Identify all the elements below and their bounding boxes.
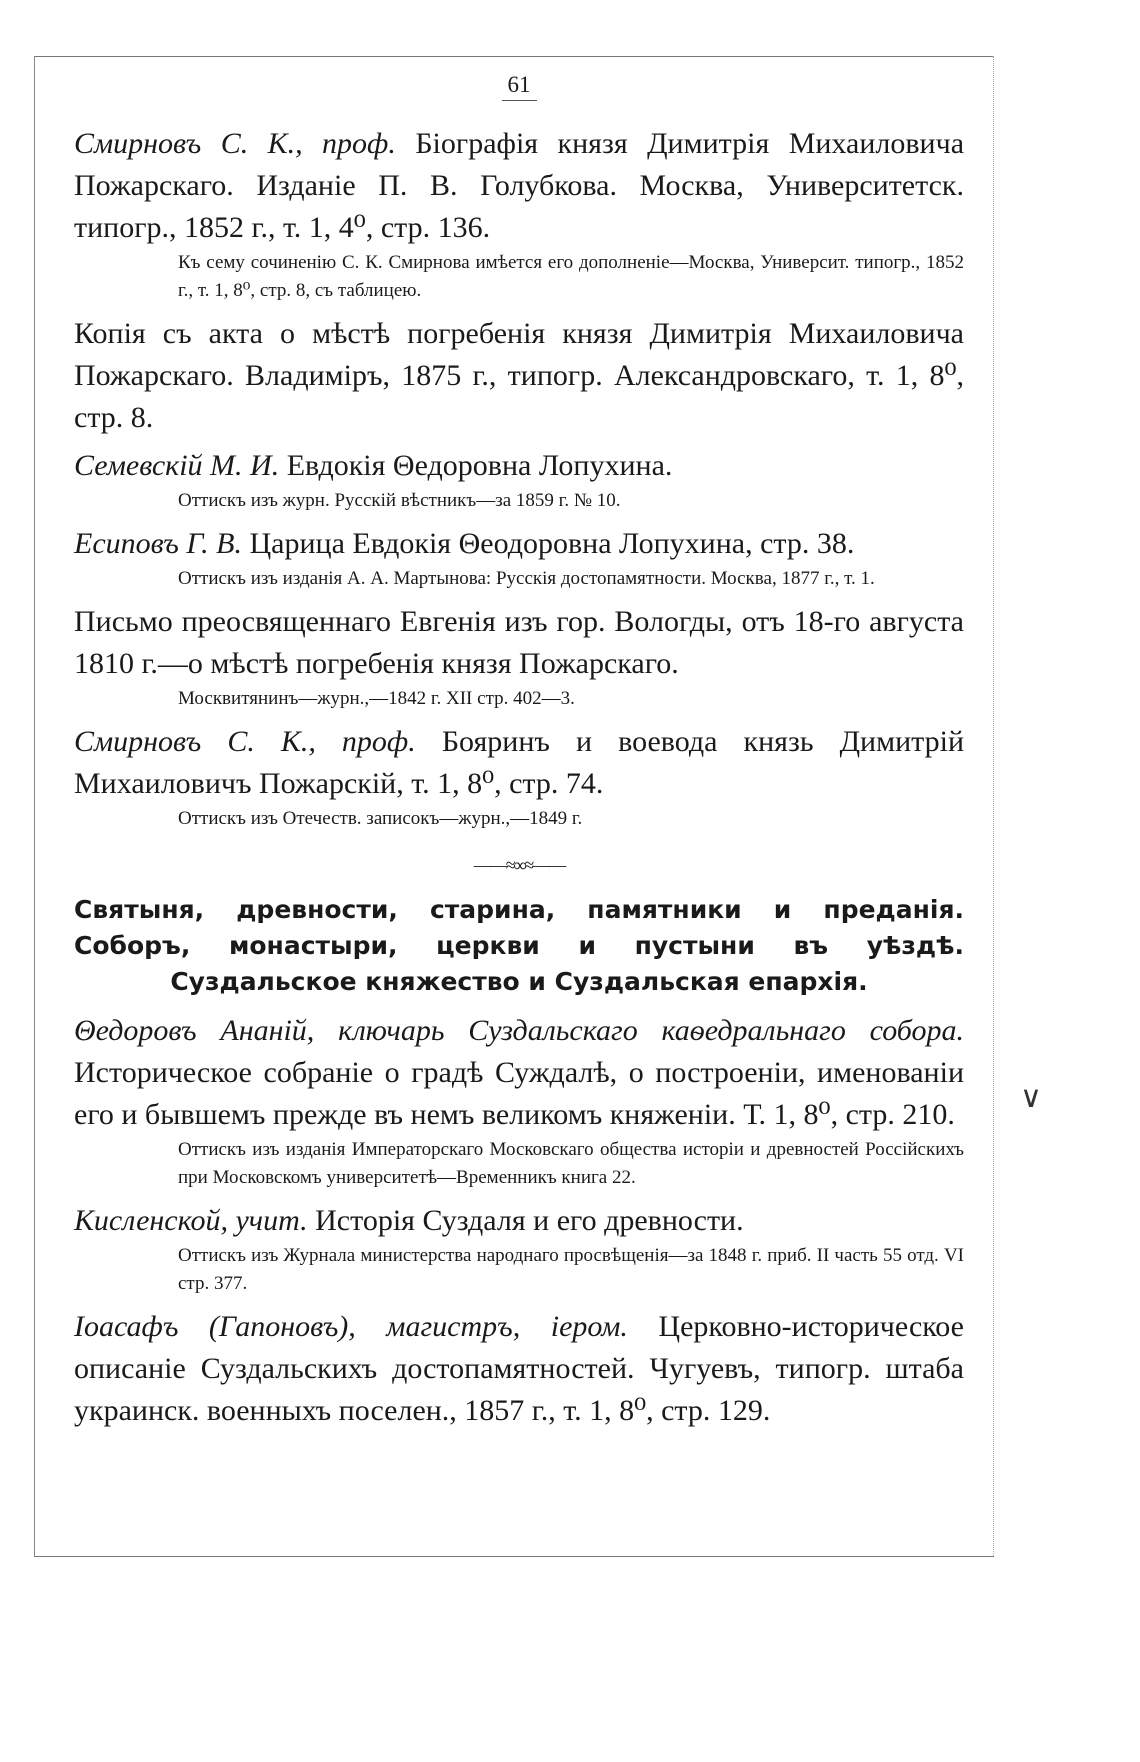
entry-main-text bbox=[74, 123, 964, 249]
entry-note: Оттискъ изъ изданія А. А. Мартынова: Русскія достопамятности. Москва, 1877 г., т. 1. bbox=[178, 568, 875, 589]
entries-bottom bbox=[74, 1010, 964, 1432]
frame-right-rule bbox=[993, 56, 994, 1556]
entry-note: Къ сему сочиненію С. К. Смирнова имѣется его дополненіе—Москва, Университ. типогр., 1852 г., т. 1, 8⁰, стр. 8, съ таблицею. bbox=[178, 252, 964, 301]
bibliography-entry bbox=[74, 313, 964, 439]
section-heading: Святыня, древности, старина, памятники и преданія. Соборъ, монастыри, церкви и пустыни въ уѣздѣ. Суздальское княжество и Суздальская епархія. bbox=[74, 895, 964, 996]
entry-author: Смирновъ С. К., проф. bbox=[74, 127, 396, 160]
bibliography-entry bbox=[74, 601, 964, 713]
entry-author: Кисленской, учит. bbox=[74, 1204, 308, 1237]
entry-main-text bbox=[74, 1200, 964, 1242]
entry-author: Іоасафъ (Гапоновъ), магистръ, іером. bbox=[74, 1310, 628, 1343]
page-number: 61 bbox=[74, 72, 964, 101]
entry-main-text bbox=[74, 313, 964, 439]
entry-main-text bbox=[74, 445, 964, 487]
entry-note: Москвитянинъ—журн.,—1842 г. XII стр. 402—3. bbox=[178, 688, 575, 709]
entry-title: Бояринъ и воевода князь Димитрій Михаиловичъ Пожарскій, т. 1, 8⁰, стр. 74. bbox=[74, 725, 965, 800]
margin-check-mark: ∨ bbox=[1020, 1080, 1042, 1115]
entry-note: Оттискъ изъ изданія Императорскаго Московскаго общества исторіи и древностей Россійскихъ при Московскомъ университетѣ—Временникъ книга 22. bbox=[178, 1139, 964, 1188]
entry-note: Оттискъ изъ Журнала министерства народнаго просвѣщенія—за 1848 г. приб. II часть 55 отд. VI стр. 377. bbox=[178, 1245, 964, 1294]
entry-title: Письмо преосвященнаго Евгенія изъ гор. Вологды, отъ 18-го августа 1810 г.—о мѣстѣ погребенія князя Пожарскаго. bbox=[74, 605, 964, 680]
entry-main-text bbox=[74, 1010, 964, 1136]
bibliography-entry bbox=[74, 1010, 964, 1192]
frame-bottom-rule bbox=[34, 1556, 994, 1557]
entry-note: Оттискъ изъ журн. Русскій вѣстникъ—за 1859 г. № 10. bbox=[178, 490, 621, 511]
entry-author: Смирновъ С. К., проф. bbox=[74, 725, 416, 758]
entry-main-text bbox=[74, 1306, 964, 1432]
entry-author: Θедоровъ Ананій, ключарь Суздальскаго каѳедральнаго собора. bbox=[74, 1014, 964, 1047]
bibliography-entry bbox=[74, 445, 964, 515]
entry-title: Евдокія Θедоровна Лопухина. bbox=[286, 449, 673, 482]
bibliography-entry bbox=[74, 523, 964, 593]
bibliography-entry bbox=[74, 1200, 964, 1298]
bibliography-entry bbox=[74, 721, 964, 833]
section-divider: ——≈∞≈—— bbox=[473, 855, 565, 875]
frame-top-rule bbox=[34, 56, 994, 57]
bibliography-entry bbox=[74, 123, 964, 305]
entry-title: Копія съ акта о мѣстѣ погребенія князя Димитрія Михаиловича Пожарскаго. Владиміръ, 1875 г., типогр. Александровскаго, т. 1, 8⁰, стр. 8. bbox=[74, 317, 964, 434]
entry-main-text bbox=[74, 523, 964, 565]
entry-title: Историческое собраніе о градѣ Суждалѣ, о построеніи, именованіи его и бывшемъ прежде въ немъ великомъ княженіи. Т. 1, 8⁰, стр. 210. bbox=[74, 1056, 964, 1131]
entry-title: Царица Евдокія Θеодоровна Лопухина, стр. 38. bbox=[249, 527, 855, 560]
entry-main-text bbox=[74, 721, 964, 805]
entry-title: Біографія князя Димитрія Михаиловича Пожарскаго. Изданіе П. В. Голубкова. Москва, Университетск. типогр., 1852 г., т. 1, 4⁰, стр. 136. bbox=[74, 127, 965, 244]
entry-main-text bbox=[74, 601, 964, 685]
entry-author: Есиповъ Г. В. bbox=[74, 527, 242, 560]
entry-title: Исторія Суздаля и его древности. bbox=[315, 1204, 744, 1237]
entry-title: Церковно-историческое описаніе Суздальскихъ достопамятностей. Чугуевъ, типогр. штаба украинск. военныхъ поселен., 1857 г., т. 1, 8⁰, стр. 129. bbox=[74, 1310, 964, 1427]
bibliography-entry bbox=[74, 1306, 964, 1432]
entry-author: Семевскій М. И. bbox=[74, 449, 280, 482]
page-content bbox=[74, 72, 964, 1438]
entries-top bbox=[74, 123, 964, 833]
frame-left-rule bbox=[34, 56, 35, 1556]
entry-note: Оттискъ изъ Отечеств. записокъ—журн.,—1849 г. bbox=[178, 808, 583, 829]
